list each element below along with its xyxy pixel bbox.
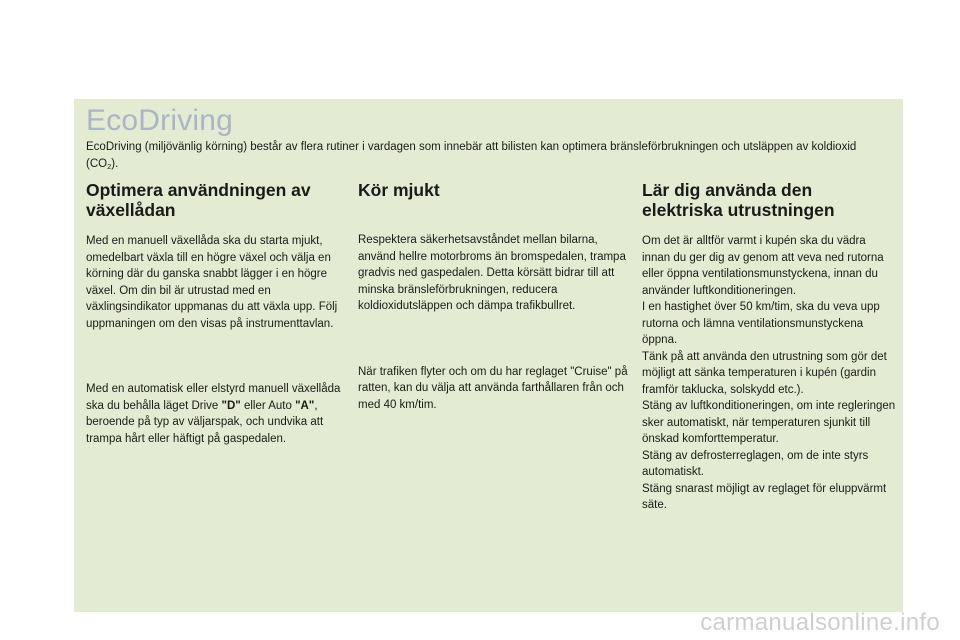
intro-paragraph — [86, 139, 886, 173]
intro-text: EcoDriving (miljövänlig körning) består av flera rutiner i vardagen som innebär att bilisten kan optimera bränsleförbrukningen och utsläppen av koldioxid (CO — [86, 141, 857, 170]
watermark: carmanualsonline.info — [700, 609, 940, 636]
auto-text-b: eller Auto — [240, 399, 296, 412]
electrical-line: Tänk på att använda den utrustning som gör det möjligt att sänka temperaturen i kupén (gardin framför taklucka, solskydd etc.). — [642, 350, 887, 396]
electrical-line: I en hastighet över 50 km/tim, ska du veva upp rutorna och lämna ventilationsmunstyckena öppna. — [642, 301, 880, 346]
page-title: EcoDriving — [86, 104, 234, 137]
gearbox-automatic-paragraph — [86, 381, 348, 447]
electrical-line: Stäng av defrosterreglagen, om de inte styrs automatiskt. — [642, 449, 869, 478]
electrical-line: Om det är alltför varmt i kupén ska du vädra innan du ger dig av genom att veva ned rutorna eller öppna ventilationsmunstyckena, innan du använder luftkonditioneringen. — [642, 235, 884, 297]
electrical-line: Stäng av luftkonditioneringen, om inte regleringen sker automatiskt, när temperaturen sjunkit till önskad komforttemperatur. — [642, 400, 896, 445]
intro-subscript: 2 — [107, 162, 112, 171]
gearbox-manual-paragraph: Med en manuell växellåda ska du starta mjukt, omedelbart växla till en högre växel och välja en körning där du ganska snabbt lägger i en högre växel. Om din bil är utrustad med en växlingsindikator uppmanas du att växla upp. Följ uppmaningen om den visas på instrumenttavlan. — [86, 235, 338, 330]
electrical-line: Stäng snarast möjligt av reglaget för eluppvärmt säte. — [642, 482, 887, 511]
electrical-paragraph — [642, 233, 897, 514]
electrical-heading: Lär dig använda den elektriska utrustningen — [642, 180, 835, 220]
intro-end: ). — [111, 158, 119, 170]
column-electrical — [642, 180, 897, 514]
drive-smooth-heading: Kör mjukt — [358, 180, 440, 200]
gearbox-heading: Optimera användningen av växellådan — [86, 180, 311, 220]
drive-smooth-paragraph: Respektera säkerhetsavståndet mellan bilarna, använd hellre motorbroms än bromspedalen, trampa gradvis ned gaspedalen. Detta körsätt bidrar till att minska bränsleförbrukningen, reducera koldioxidutsläppen och dämpa trafikbullret. — [358, 234, 626, 312]
column-gearbox — [86, 180, 348, 447]
auto-text-c: , beroende på typ av väljarspak, och undvika att trampa hårt eller häftigt på gaspedalen. — [86, 399, 324, 445]
cruise-paragraph: När trafiken flyter och om du har reglaget "Cruise" på ratten, kan du välja att använda farthållaren från och med 40 km/tim. — [358, 365, 628, 411]
auto-text-a: Med en automatisk eller elstyrd manuell växellåda ska du behålla läget Drive — [86, 383, 341, 412]
column-drive-smooth — [358, 180, 633, 413]
auto-mode-label: "A" — [295, 399, 315, 412]
drive-mode-label: "D" — [221, 399, 241, 412]
